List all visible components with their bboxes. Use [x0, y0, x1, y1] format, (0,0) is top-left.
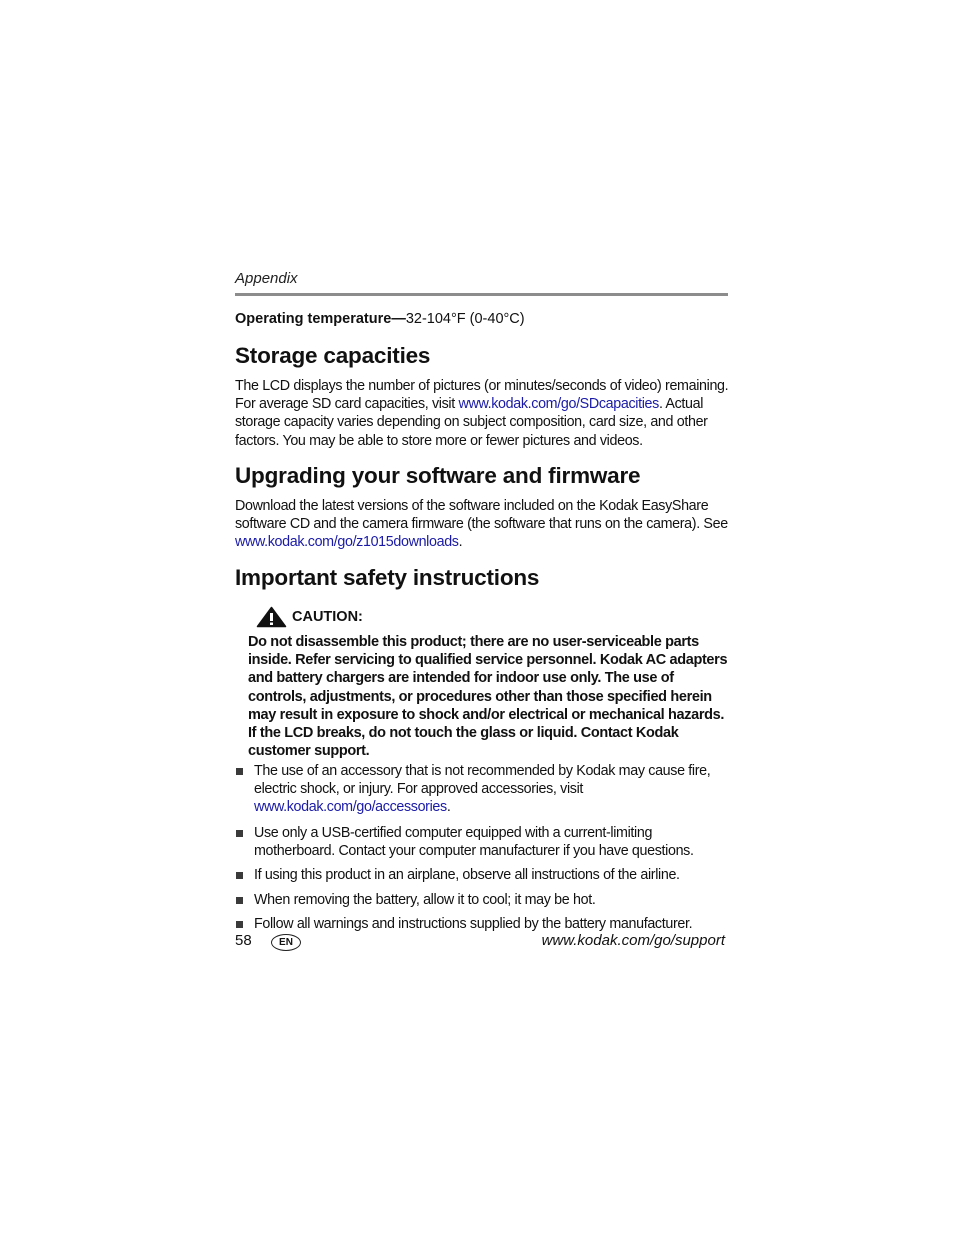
storage-paragraph: [235, 377, 730, 450]
list-item: [235, 915, 730, 933]
storage-text: The LCD displays the number of pictures (or minutes/seconds of video) remaining. For average SD card capacities, visit: [235, 378, 729, 413]
upgrading-text-cont: .: [458, 534, 463, 551]
list-item: [235, 824, 730, 860]
running-header: Appendix: [235, 270, 298, 287]
list-item: [235, 762, 730, 817]
bullet-text: Follow all warnings and instructions supplied by the battery manufacturer.: [254, 916, 693, 933]
sd-capacities-link[interactable]: www.kodak.com/go/SDcapacities: [458, 396, 659, 413]
safety-bullet-list: [235, 762, 730, 934]
bullet-square-icon: [236, 768, 243, 775]
storage-text-cont: . Actual storage capacity varies depending on subject composition, card size, and other factors. You may be able to store more or fewer pictures and videos.: [235, 396, 708, 449]
safety-heading: Important safety instructions: [235, 565, 540, 590]
bullet-square-icon: [236, 830, 243, 837]
bullet-text-cont: .: [446, 799, 451, 816]
footer-url: www.kodak.com/go/support: [541, 932, 725, 949]
storage-heading: Storage capacities: [235, 343, 431, 368]
operating-temperature-label: Operating temperature—: [235, 311, 406, 327]
page-number: 58: [235, 932, 252, 949]
caution-header: [256, 605, 730, 629]
list-item: [235, 891, 730, 909]
upgrading-heading: Upgrading your software and firmware: [235, 463, 641, 488]
operating-temperature-value: 32-104°F (0-40°C): [405, 311, 525, 327]
downloads-link[interactable]: www.kodak.com/go/z1015downloads: [235, 534, 459, 551]
bullet-square-icon: [236, 921, 243, 928]
accessories-link[interactable]: www.kodak.com/go/accessories: [254, 799, 447, 816]
upgrading-text: Download the latest versions of the software included on the Kodak EasyShare software CD and the camera firmware (the software that runs on the camera). See: [235, 498, 728, 533]
bullet-square-icon: [236, 897, 243, 904]
caution-label: CAUTION:: [292, 609, 363, 625]
bullet-text: If using this product in an airplane, observe all instructions of the airline.: [254, 867, 680, 884]
operating-temperature: [235, 311, 525, 327]
bullet-text: When removing the battery, allow it to cool; it may be hot.: [254, 892, 596, 909]
bullet-square-icon: [236, 872, 243, 879]
caution-block: [248, 605, 730, 760]
list-item: [235, 866, 730, 884]
language-badge: EN: [271, 934, 301, 951]
caution-text: Do not disassemble this product; there are no user-serviceable parts inside. Refer servicing to qualified service personnel. Kodak AC adapters and battery chargers are intended for indoor use only. The use of controls, adjustments, or procedures other than those specified herein may result in exposure to shock and/or electrical or mechanical hazards. If the LCD breaks, do not touch the glass or liquid. Contact Kodak customer support.: [248, 634, 728, 760]
header-rule: [235, 293, 728, 296]
warning-triangle-icon: [256, 606, 287, 628]
bullet-text: The use of an accessory that is not recommended by Kodak may cause fire, electric shock, or injury. For approved accessories, visit: [254, 763, 711, 798]
upgrading-paragraph: [235, 497, 730, 552]
bullet-text: Use only a USB-certified computer equipped with a current-limiting motherboard. Contact your computer manufacturer if you have questions.: [254, 824, 694, 859]
